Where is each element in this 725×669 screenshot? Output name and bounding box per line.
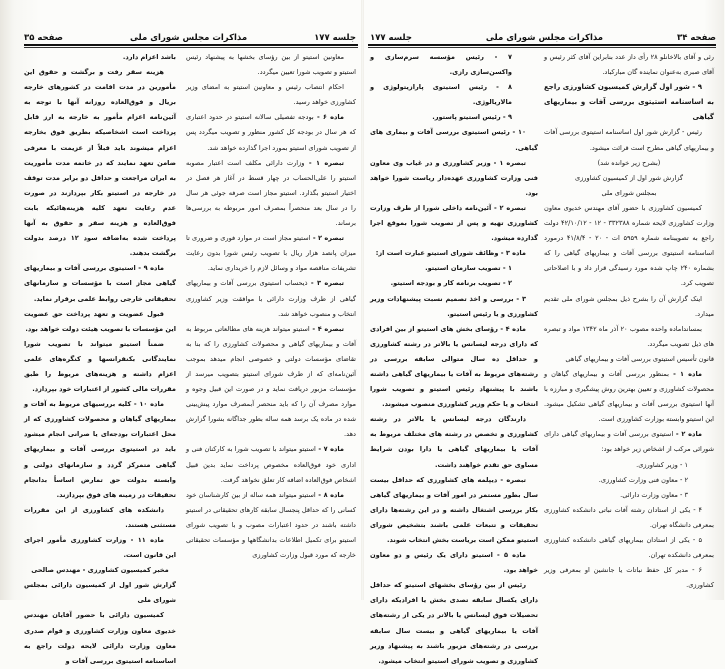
- paragraph: ۵ - یکی از استادان بیماریهای گیاهی دانشکده کشاورزی بمعرفی دانشکده تهران.: [544, 536, 714, 560]
- paragraph: [186, 276, 356, 321]
- article-label: ماده ۱۱ -: [126, 536, 164, 544]
- left-page-header: [24, 31, 356, 43]
- paragraph: بمجلس شورای ملی: [601, 188, 657, 197]
- article-label: تبصره ۲ -: [491, 203, 526, 212]
- article-text: استیتوی بررسی آفات و بیماریهای گیاهی دارای شورائی مرکب از اشخاص زیر خواهد بود:: [544, 430, 714, 454]
- paragraph: ۳ - بررسی و اخذ تصمیم نسبت پیشنهادات وزیر کشاورزی و یا رئیس استیتو.: [370, 294, 538, 318]
- paragraph: [544, 427, 714, 457]
- paragraph: ۹ - رئیس استیتو پاستور.: [432, 113, 512, 122]
- article-text: بمنظور بررسی آفات و بیماریهای گیاهان و محصولات کشاورزی و تعیین بهترین روش پیشگیری و مبارزه با آنها استیتوی بررسی آفات و بیماریهای گیاهی تشکیل میشود. این استیتو وابسته بوزارت کشاورزی است.: [544, 369, 714, 424]
- header-rule: [24, 44, 358, 46]
- paragraph: [24, 261, 176, 306]
- article-text: استیتو میتواند با تصویب شورا به کارکنان فنی و اداری خود فوق‌العاده مخصوص پرداخت نماید بدین قبیل اشخاص فوق‌العاده اضافه کار تعلق نخواهد گرفت.: [186, 445, 356, 484]
- article-text: وزارت دارائی مکلف است اعتبار مصوبه استیتو را علی‌الحساب در چهار قسط در آغاز هر فصل در اختیار استیتو بگذارد. استیتو مجاز است صرفه جوئی هر سال را در سال بعد منحصراً بمصرف امور مربوطه به بررسی‌ها برساند.: [186, 158, 356, 228]
- paragraph: ۳ - معاون وزارت دارائی.: [620, 490, 688, 499]
- article-label: ماده ۲ -: [673, 430, 702, 439]
- article-label: تبصره ۱ -: [490, 158, 526, 167]
- article-text: استیتو میتواند همه ساله از بین کارشناسان خود کسانی را که حداقل پنجسال سابقه کارهای تحقیقاتی در استیتو داشته باشند در حدود اعتبارات مصوب و با تصویب شورای استیتو برای تکمیل اطلاعات بدانشگاهها و مؤسسات تحقیقاتی خارجه که مورد قبول وزارت کشاورزی: [186, 490, 356, 560]
- article-text: وزیر کشاورزی و در غیاب وی معاون فنی وزارت کشاورزی عهده‌دار ریاست شورا خواهد بود.: [370, 158, 538, 197]
- paragraph: ۲ - معاون فنی وزارت کشاورزی.: [598, 475, 688, 484]
- paragraph: دارندگان درجه لیسانس یا بالاتر در رشته کشاورزی و تخصص در رشته های مختلف مربوط به آفات یا بیماریهای گیاهی یا دارا بودن شرایط مساوی حق تقدم خواهند داشت.: [370, 415, 538, 469]
- paragraph: ۱۰ - رئیس استیتوی بررسی آفات و بیماری های گیاهی.: [370, 128, 538, 152]
- paragraph: رئیس از بین رؤسای بخشهای استیتو که حداقل دارای یکسال سابقه تصدی بخش یا افرادیکه دارای تحصیلات فوق لیسانس یا بالاتر در یکی از رشته‌های آفات یا بیماریهای گیاهی و بیست سال سابقه بررسی در رشته‌های مزبور باشند به پیشنهاد وزیر کشاورزی و تصویب شورای استیتو انتخاب میشود.: [370, 581, 538, 665]
- page-number: صفحه ۳۴: [677, 33, 716, 43]
- article-text: وزارت کشاورزی مأمور اجرای این قانون است.: [24, 536, 176, 560]
- paragraph: ۲ - تصویب برنامه کار و بودجه استیتو.: [390, 279, 512, 288]
- paragraph: ۱ - تصویب سازمان استیتو.: [425, 264, 512, 273]
- publication-title: مذاکرات مجلس شورای ملی: [129, 33, 248, 43]
- paragraph: ۴ - یکی از استادان رشته آفات نباتی دانشکده کشاورزی بمعرفی دانشگاه تهران.: [544, 505, 714, 529]
- left-page-column-left: [24, 50, 176, 669]
- header-rule-thin: [368, 47, 716, 48]
- paragraph: قبول عضویت و تعهد پرداخت حق عضویت این مؤسسات با تصویب هیئت دولت خواهد بود.: [24, 309, 176, 333]
- paragraph: [544, 367, 714, 427]
- article-text: کلیه بررسیهای مربوط به آفات و بیماریهای گیاهان و محصولات کشاورزی که از محل اعتبارات بودجه‌ای یا صرانی انجام میشود باید در استیتوی بررسی آفات و بیماریهای گیاهی متمرکز گردد و سازمانهای دولتی و وابسته بدولت حق تمارض اساساً بدانجام تحقیقات در زمینه های فوق بپردازند.: [24, 400, 176, 499]
- paragraph: رئی و آقای بالاخانلو ۲۸ رأی داز عدد بنابراین آقای کثر رئیس و آقای صبری به‌عنوان نماینده گان مبارکباد.: [544, 53, 714, 77]
- paragraph: هزینه سفر رفت و برگشت و حقوق این مأمورین در مدت اقامت در کشورهای خارجه بریال و فوق‌العاده روزانه آنها با توجه به آئین‌نامه اعزام مأمور به خارجه به ارز قابل پرداخت است اشخاصیکه بطریق فوق بخارجه اعزام میشوند باید قبلاً از عزیمت با معرفی ضامن تعهد نمایند که در خاتمه مدت مأموریت به ایران مراجعت و حداقل دو برابر مدت توقف در خارجه در استیتو بکار بپردازند در صورت عدم رعایت تعهد کلیه هزینه‌هائیکه بابت فوق‌العاده و هزینه سفر و حقوق به آنها پرداخت شده به‌اضافه سود ۱۲ درصد بدولت برگشت بدهند.: [24, 68, 176, 258]
- right-page-column-left: [370, 50, 538, 669]
- paragraph: ۷ - رئیس مؤسسه سرم‌سازی و واکسن‌سازی رازی.: [370, 53, 512, 77]
- header-rule-thin: [24, 47, 358, 48]
- paragraph: ۶ - مدیر کل حفظ نباتات یا جانشین او بمعرفی وزیر کشاورزی.: [544, 566, 714, 590]
- paragraph: احکام انتصاب رئیس و معاونین استیتو به امضای وزیر کشاورزی خواهد رسید.: [186, 83, 356, 107]
- paragraph: ۸ - رئیس استیتوی پارازیتولوژی و مالاریالوژی.: [370, 83, 512, 107]
- session-number: جلسه ۱۷۷: [314, 33, 356, 43]
- paragraph: [370, 156, 538, 201]
- article-text: آئین‌نامه داخلی شورا از طرف وزارت کشاورزی تهیه و پس از تصویب شورا بموقع اجرا گذارده میشود.: [370, 203, 538, 243]
- paragraph: بمسانداماده واحده مصوب ۲۰ آذر ماه ۱۳۴۲ مواد و تبصره های ذیل تصویب میگردد.: [544, 324, 714, 348]
- paragraph: [186, 322, 356, 443]
- article-text: دیپلمه های کشاورزی که حداقل بیست سال بطور مستمر در امور آفات و بیماریهای گیاهی بکار بررسی اشتغال داشته و در این رشته‌ها دارای تحقیقات و تتبعات علمی باشند بتشخیص شورای استیتو ممکن است بریاست بخش انتخاب شوند.: [370, 475, 538, 544]
- left-page-column-right: [186, 50, 356, 563]
- right-page-column-right: [544, 50, 714, 593]
- article-text: استیتو مجاز است در موارد فوری و ضروری تا میزان پانصد هزار ریال با تصویب رئیس شورا بدون رعایت تشریفات مناقصه مواد و وسائل لازم را خریداری نماید.: [186, 234, 356, 273]
- article-label: ماده ۴ -: [497, 324, 527, 333]
- header-rule: [368, 44, 716, 46]
- article-label: تبصره ۳ -: [307, 279, 344, 288]
- right-page-header: [370, 31, 716, 43]
- article-label: تبصره -: [497, 475, 526, 484]
- page-number: صفحه ۳۵: [24, 33, 63, 43]
- paragraph: [24, 533, 176, 563]
- paragraph: گزارش شور اول از کمیسیون دارائی بمجلس شورای ملی: [24, 581, 176, 605]
- paragraph: [24, 397, 176, 503]
- session-number: جلسه ۱۷۷: [370, 33, 412, 43]
- article-label: ماده ۱۰ -: [131, 400, 164, 409]
- article-text: رؤسای بخش های استیتو از بین افرادی که دارای درجه لیسانس یا بالاتر در رشته کشاورزی و حداقل ده سال متوالی سابقه بررسی در رشته‌های مربوط به آفات یا بیماریهای گیاهی داشته باشند با پیشنهاد رئیس استیتو و تصویب شورا انتخاب و یا حکم وزیر کشاورزی منصوب میشوند.: [370, 324, 538, 409]
- article-text: بودجه تفصیلی سالانه استیتو در حدود اعتباری که هر سال در بودجه کل کشور منظور و تصویب میگردد پس از تصویب شورای استیتو بمورد اجرا گذارده خواهد شد.: [186, 113, 356, 152]
- paragraph: رئیس - گزارش شور اول اساسنامه استیتوی بررسی آفات و بیماریهای گیاهی مطرح است قرائت میشود.: [544, 128, 714, 152]
- paragraph: اینک گزارش آن را بشرح ذیل بمجلس شورای ملی تقدیم میدارد.: [544, 294, 714, 318]
- paragraph: [186, 110, 356, 155]
- book-spine: [361, 0, 364, 600]
- paragraph: [370, 201, 538, 246]
- paragraph: [186, 488, 356, 563]
- article-label: ماده ۸ -: [315, 490, 344, 499]
- article-label: ماده ۶ -: [313, 113, 344, 122]
- paragraph: [370, 473, 538, 548]
- left-page: [0, 0, 362, 665]
- paragraph: [370, 322, 538, 413]
- paragraph: دانشکده های کشاورزی از این مقررات مستثنی هستند.: [24, 505, 176, 529]
- paragraph: ۱ - وزیر کشاورزی.: [636, 460, 688, 469]
- paragraph: [186, 156, 356, 231]
- paragraph: معاونین استیتو از بین رؤسای بخشها به پیشنهاد رئیس استیتو و تصویب شورا تعیین میگردد.: [186, 53, 356, 77]
- article-label: ماده ۳ -: [498, 249, 526, 258]
- paragraph: (بشرح زیر خوانده شد): [597, 158, 661, 167]
- paragraph: کمیسیون کشاورزی با حضور آقای مهندس خدیوی معاون وزارت کشاورزی لایحه شماره ۳۳۲۳۸۸ - ۱۲ - ۴۲/۱۰/۱۲ دولت راجع به تصویبنامه شماره ۵۹۵۹ ات - ۲۰ - ۴۱/۸/۴ درمورد اساسنامه استیتوی بررسی آفات و بیماریهای گیاهی را که بشماره ۲۴۰ چاپ شده مورد رسیدگی قرار داد و با اصلاحاتی تصویب کرد.: [544, 203, 715, 288]
- article-label: تبصره ۴ -: [309, 324, 345, 333]
- paragraph: باشد اعزام دارد.: [122, 53, 176, 61]
- paragraph: ۹ - شور اول گزارش کمیسیون کشاورزی راجع به اساسنامه استیتوی بررسی آفات و بیماریهای گیاهی: [544, 83, 714, 122]
- article-text: وظائف شورای استیتو عبارت است از:: [375, 249, 499, 258]
- article-text: استیتو دارای یک رئیس و دو معاون خواهد بود.: [370, 551, 538, 575]
- paragraph: ضمناً استیتو میتواند با تصویب شورا نمایندگانی بکنفرانسها و کنگره‌های علمی اعزام داشته و هزینه‌های مربوط را طبق مقررات مالی کشور از اعتبارات خود بپردازد.: [24, 339, 176, 394]
- article-text: استیتو میتواند هزینه های مطالعاتی مربوط به آفات و بیماریهای گیاهی و محصولات کشاورزی را که بنا به تقاضای مؤسسات دولتی و خصوصی انجام میدهد بموجب آئین‌نامه‌ای که از طرف شورای استیتو بتصویب میرسد از مؤسسات مزبور دریافت نماید و در صورت این قبیل وجوه و موارد مصرف آن را که باید منحصر آبمصرف موارد پیش‌بینی شده در ماده یک برسد همه ساله بطور جداگانه بشورا گزارش دهد.: [186, 324, 356, 439]
- article-label: ماده ۷ -: [315, 445, 344, 454]
- paragraph: [186, 442, 356, 487]
- paragraph: کمیسیون دارائی با حضور آقایان مهندس خدیوی معاون وزارت کشاورزی و قوام صدری معاون وزارت دارائی لایحه دولت راجع به اساسنامه استیتوی بررسی آفات و: [24, 611, 176, 665]
- article-label: ماده ۹ -: [135, 264, 164, 273]
- article-label: تبصره ۱ -: [304, 158, 344, 167]
- article-label: ماده ۱ -: [668, 369, 702, 378]
- publication-title: مذاکرات مجلس شورای ملی: [485, 33, 604, 43]
- paragraph: مخبر کمیسیون کشاورزی - مهندس صالحی: [31, 566, 169, 575]
- paragraph: گزارش شور اول از کمیسیون کشاورزی: [574, 173, 684, 182]
- article-text: ذیحساب استیتوی بررسی آفات و بیماریهای گیاهی از طرف وزارت دارائی با موافقت وزیر کشاورزی انتخاب و منصوب خواهد شد.: [186, 279, 356, 318]
- article-text: استیتوی بررسی آفات و بیماریهای گیاهی مجاز است با مؤسسات و سازمانهای تحقیقاتی خارجی روابط علمی برقرار نماید.: [24, 264, 176, 303]
- right-page: [362, 0, 724, 665]
- paragraph: [370, 246, 538, 261]
- paragraph: قانون تأسیس استیتوی بررسی آفات و بیماریهای گیاهی: [565, 354, 714, 363]
- paragraph: [370, 548, 538, 578]
- article-label: ماده ۵ -: [492, 551, 526, 560]
- paragraph: [186, 231, 356, 276]
- article-label: تبصره ۲ -: [310, 234, 344, 243]
